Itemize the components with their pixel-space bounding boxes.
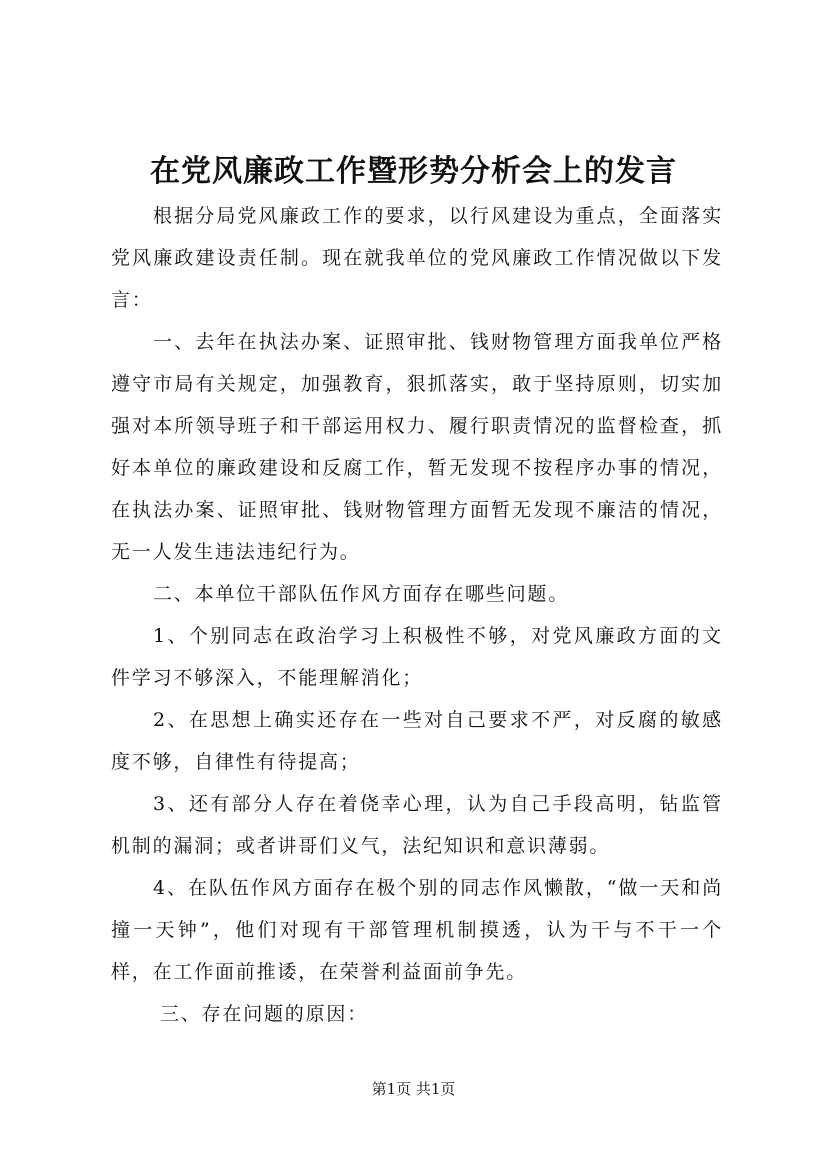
paragraph-item-1: 1、个别同志在政治学习上积极性不够，对党风廉政方面的文件学习不够深入，不能理解消化；	[111, 625, 723, 689]
paragraph-item-4: 4、在队伍作风方面存在极个别的同志作风懒散，“做一天和尚撞一天钟”，他们对现有干部管理机制摸透，认为干与不干一个样，在工作面前推诿，在荣誉利益面前争先。	[111, 877, 723, 983]
document-title: 在党风廉政工作暨形势分析会上的发言	[150, 154, 677, 189]
paragraph-section-3: 三、存在问题的原因：	[160, 1003, 369, 1025]
document-body	[111, 195, 723, 1035]
paragraph-item-3: 3、还有部分人存在着侥幸心理，认为自己手段高明，钻监管机制的漏洞；或者讲哥们义气，法纪知识和意识薄弱。	[111, 793, 723, 857]
paragraph-section-1: 一、去年在执法办案、证照审批、钱财物管理方面我单位严格遵守市局有关规定，加强教育，狠抓落实，敢于坚持原则，切实加强对本所领导班子和干部运用权力、履行职责情况的监督检查，抓好本单位的廉政建设和反腐工作，暂无发现不按程序办事的情况，在执法办案、证照审批、钱财物管理方面暂无发现不廉洁的情况，无一人发生违法违纪行为。	[111, 331, 723, 563]
paragraph-section-2: 二、本单位干部队伍作风方面存在哪些问题。	[153, 583, 570, 605]
paragraph-item-2: 2、在思想上确实还存在一些对自己要求不严，对反腐的敏感度不够，自律性有待提高；	[111, 709, 723, 773]
paragraph-intro: 根据分局党风廉政工作的要求，以行风建设为重点，全面落实党风廉政建设责任制。现在就我单位的党风廉政工作情况做以下发言：	[111, 205, 723, 311]
page-number-footer: 第1页 共1页	[371, 1080, 456, 1098]
